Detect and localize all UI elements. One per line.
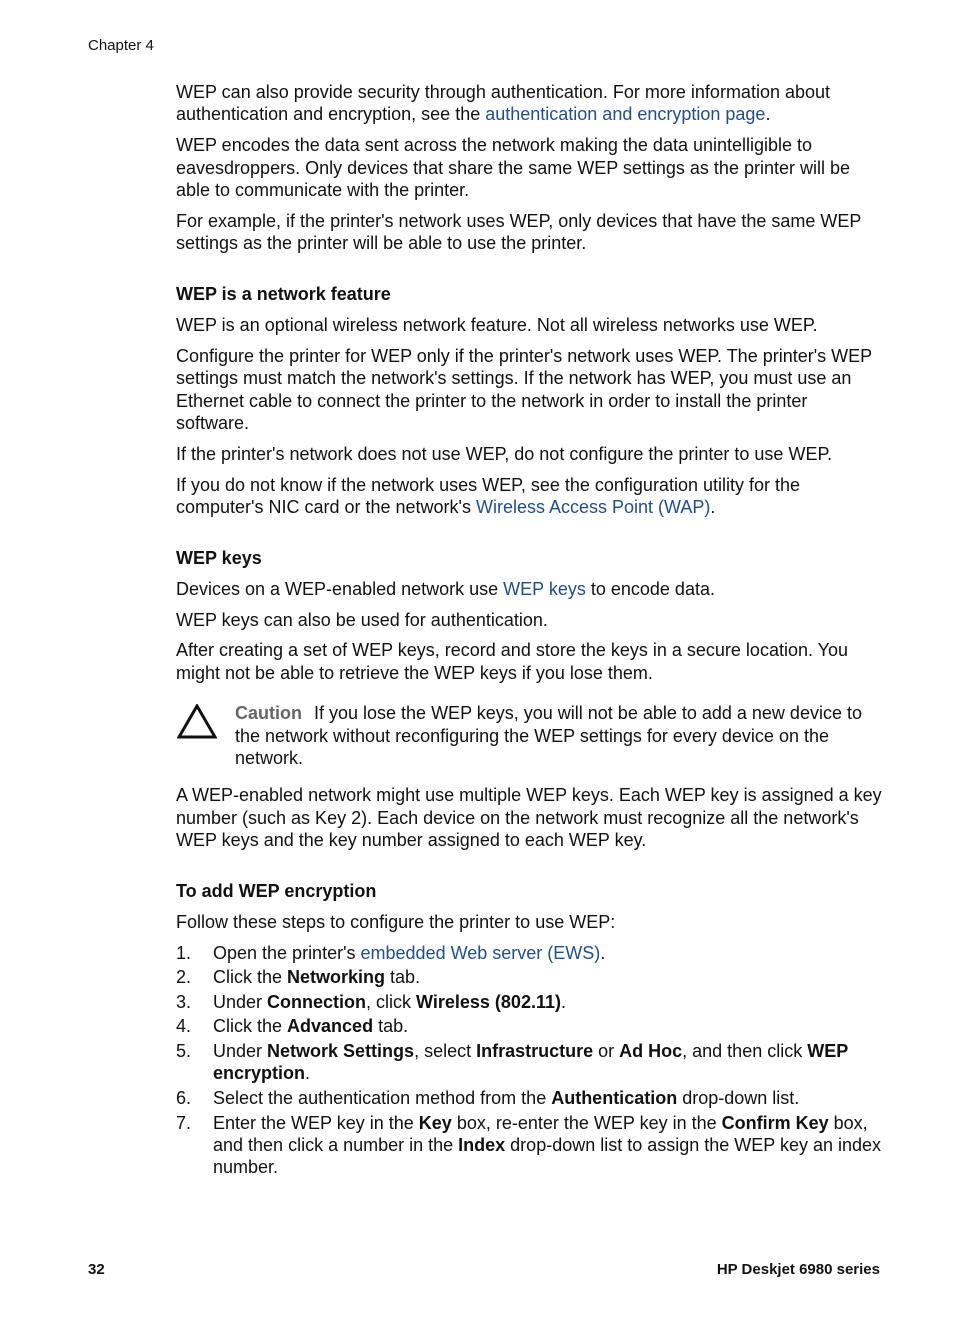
step-2: [176, 966, 884, 988]
step-text: Click the: [213, 1016, 288, 1037]
step-text: .: [305, 1063, 311, 1084]
ews-link[interactable]: embedded Web server (EWS): [360, 942, 601, 963]
auth-encryption-link[interactable]: authentication and encryption page: [485, 104, 766, 125]
step-text: Open the printer's: [213, 942, 361, 963]
step-text: or: [593, 1040, 620, 1061]
step-text: Select the authentication method from the: [213, 1087, 552, 1108]
intro-paragraph-3: For example, if the printer's network uses WEP, only devices that have the same WEP settings as the printer will be able to use the printer.: [176, 211, 862, 254]
section-heading-wep-keys: WEP keys: [176, 547, 262, 568]
step-ui-term: Advanced: [287, 1016, 374, 1037]
step-ui-term: Network Settings: [267, 1040, 415, 1061]
wk-p1-text: Devices on a WEP-enabled network use: [176, 578, 504, 599]
nf-p4-text: If you do not know if the network uses WEP, see the configuration utility for the computer's NIC card or the network's: [176, 474, 801, 518]
network-feature-paragraph-1: WEP is an optional wireless network feature. Not all wireless networks use WEP.: [176, 314, 818, 335]
wep-keys-paragraph-4: A WEP-enabled network might use multiple WEP keys. Each WEP key is assigned a key number (such as Key 2). Each device on the network must recognize all the network's WEP keys and the key number assigned to each WEP key.: [176, 785, 882, 851]
network-feature-paragraph-4: [176, 474, 884, 519]
step-5: [176, 1040, 884, 1085]
step-number: 2.: [176, 967, 192, 988]
step-ui-term: Wireless (802.11): [416, 991, 561, 1012]
page-content: [176, 81, 884, 1181]
step-text: , select: [414, 1040, 477, 1061]
step-text: Enter the WEP key in the: [213, 1112, 419, 1133]
step-text: , click: [366, 991, 417, 1012]
step-text: box, re-enter the WEP key in the: [451, 1112, 722, 1133]
step-ui-term: Key: [418, 1112, 452, 1133]
step-ui-term: Networking: [287, 967, 386, 988]
step-ui-term: Connection: [267, 991, 367, 1012]
step-ui-term: Confirm Key: [721, 1112, 829, 1133]
page-number: 32: [88, 1261, 105, 1278]
wep-keys-paragraph-3: After creating a set of WEP keys, record and store the keys in a secure location. You might not be able to retrieve the WEP keys if you lose them.: [176, 640, 849, 683]
intro-p1-end: .: [765, 104, 771, 125]
product-name: HP Deskjet 6980 series: [716, 1261, 880, 1278]
wep-keys-link[interactable]: WEP keys: [503, 578, 586, 599]
step-ui-term: Index: [458, 1134, 506, 1155]
step-number: 3.: [176, 991, 192, 1012]
step-4: [176, 1015, 884, 1037]
step-text: Click the: [213, 967, 288, 988]
caution-text: If you lose the WEP keys, you will not be able to add a new device to the network without reconfiguring the WEP settings for every device on the network.: [235, 703, 862, 769]
step-ui-term: Infrastructure: [476, 1040, 594, 1061]
caution-label: Caution: [235, 703, 302, 724]
step-ui-term: Ad Hoc: [619, 1040, 683, 1061]
section-heading-network-feature: WEP is a network feature: [176, 283, 391, 304]
caution-triangle-icon: [177, 704, 217, 739]
step-text: tab.: [373, 1016, 409, 1037]
step-text: drop-down list.: [677, 1087, 800, 1108]
step-text: Under: [213, 1040, 268, 1061]
step-1: [176, 942, 884, 964]
step-text: tab.: [385, 967, 421, 988]
network-feature-paragraph-3: If the printer's network does not use WEP, do not configure the printer to use WEP.: [176, 443, 833, 464]
step-number: 7.: [176, 1112, 192, 1133]
step-text: .: [600, 942, 606, 963]
step-text: box, and then click a number in the: [213, 1112, 868, 1155]
intro-paragraph-1: [176, 81, 884, 126]
intro-paragraph-2: WEP encodes the data sent across the network making the data unintelligible to eavesdroppers. Only devices that share the same WEP settings as the printer will be able to communicate with the printer.: [176, 135, 850, 201]
add-wep-intro: Follow these steps to configure the printer to use WEP:: [176, 911, 616, 932]
wep-keys-paragraph-1: [176, 578, 884, 600]
section-heading-add-wep: To add WEP encryption: [176, 880, 377, 901]
chapter-label: Chapter 4: [88, 37, 154, 54]
step-text: Under: [213, 991, 268, 1012]
step-text: drop-down list to assign the WEP key an index number.: [213, 1134, 882, 1178]
step-ui-term: Authentication: [551, 1087, 678, 1108]
step-ui-term: WEP encryption: [213, 1040, 848, 1084]
step-3: [176, 991, 884, 1013]
caution-note: [176, 702, 884, 769]
step-number: 4.: [176, 1016, 192, 1037]
step-number: 1.: [176, 942, 192, 963]
wk-p1-end: to encode data.: [585, 578, 715, 599]
wep-keys-paragraph-2: WEP keys can also be used for authentication.: [176, 609, 548, 630]
step-number: 5.: [176, 1040, 192, 1061]
step-text: , and then click: [682, 1040, 808, 1061]
intro-p1-text: WEP can also provide security through authentication. For more information about authentication and encryption, see the: [176, 82, 831, 125]
step-7: [176, 1112, 884, 1179]
network-feature-paragraph-2: Configure the printer for WEP only if the printer's network uses WEP. The printer's WEP settings must match the network's settings. If the network has WEP, you must use an Ethernet cable to connect the printer to the network in order to install the printer software.: [176, 345, 872, 433]
step-number: 6.: [176, 1087, 192, 1108]
step-6: [176, 1087, 884, 1109]
nf-p4-end: .: [710, 497, 716, 518]
wap-link[interactable]: Wireless Access Point (WAP): [475, 497, 711, 518]
step-text: .: [560, 991, 566, 1012]
steps-list: [176, 942, 884, 1179]
